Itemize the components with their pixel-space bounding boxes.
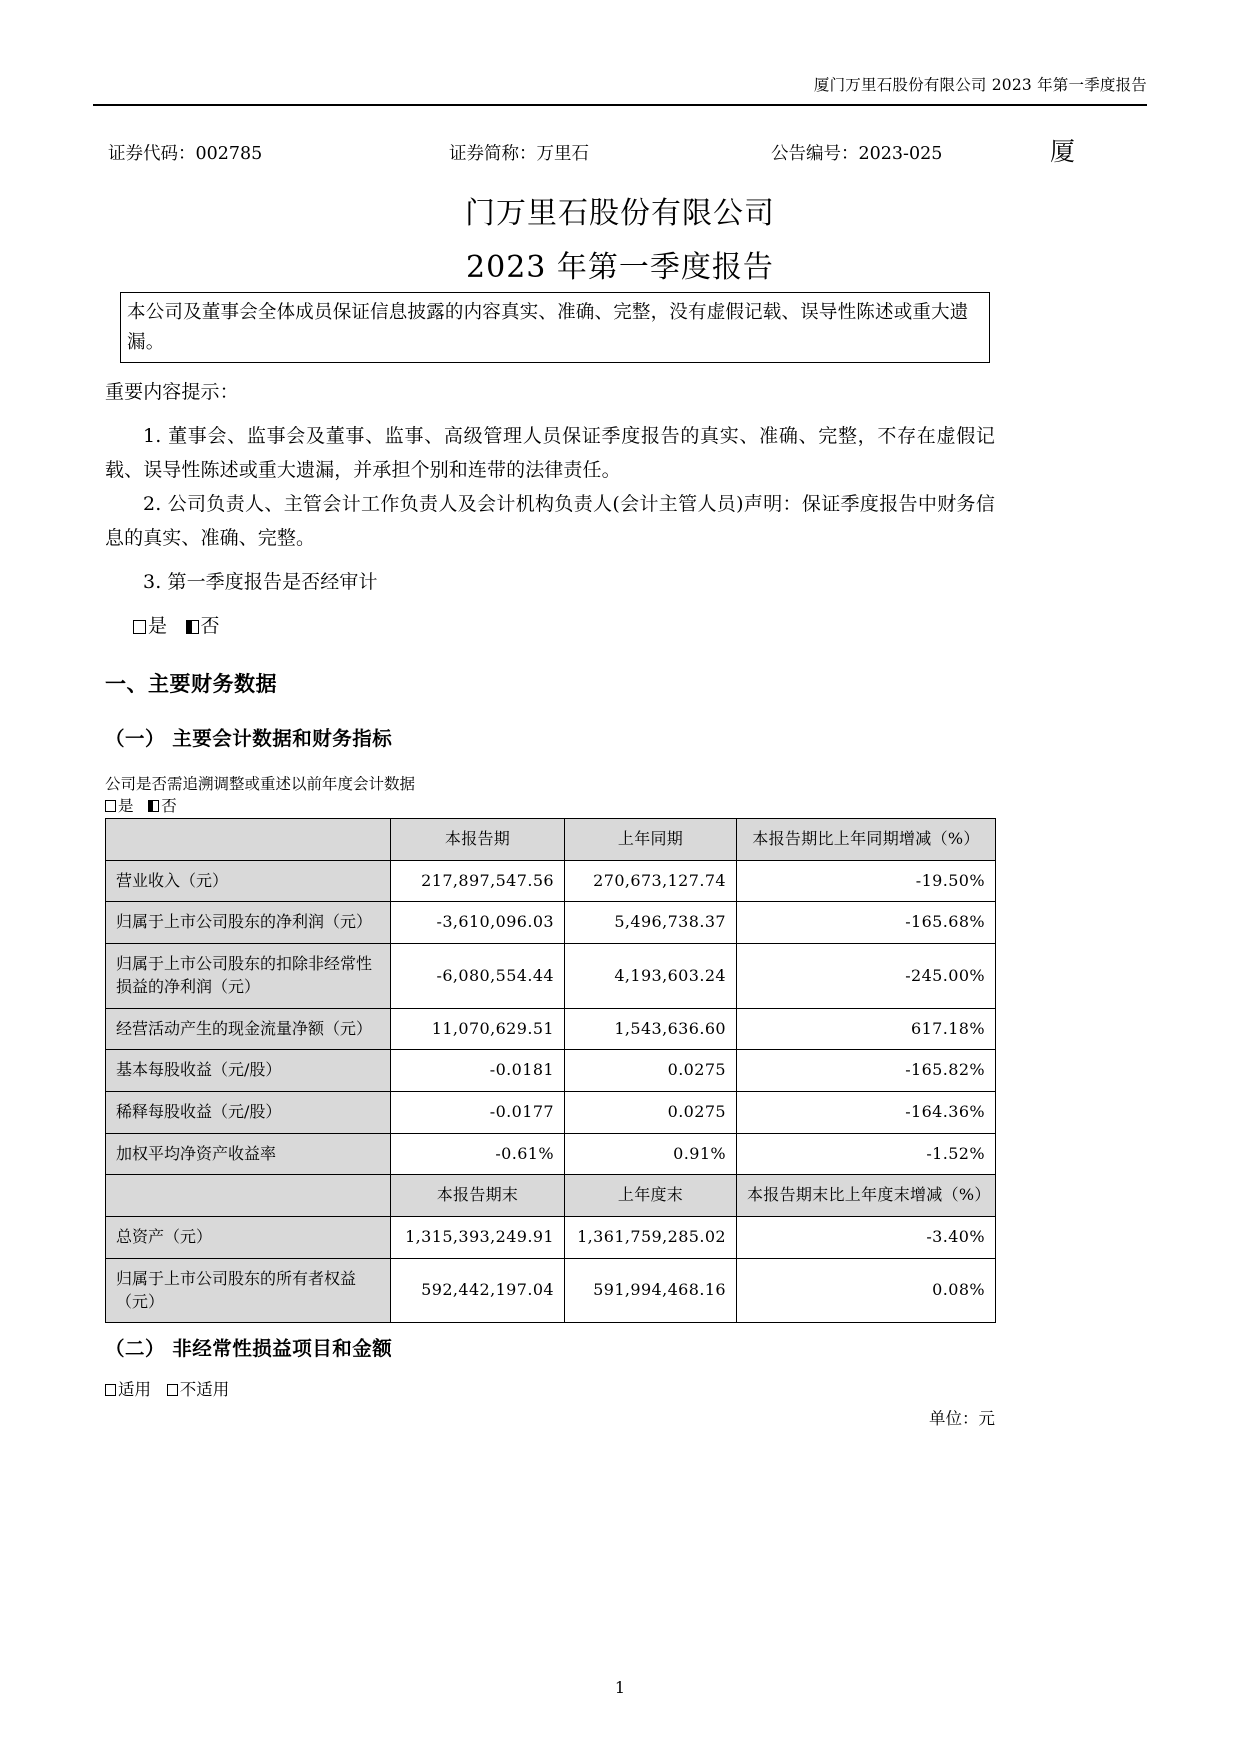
checkbox-checked-icon[interactable] [148, 800, 159, 812]
checkbox-unchecked-icon[interactable] [105, 800, 116, 812]
header-current-period: 本报告期 [391, 819, 565, 861]
table-row [106, 1133, 996, 1175]
table-row [106, 860, 996, 902]
table-row [106, 1217, 996, 1259]
unit-note: 单位：元 [929, 1409, 995, 1428]
security-info-line [108, 137, 1138, 168]
applicability-checkbox-group [105, 1378, 229, 1401]
row-change-value: -1.52% [737, 1133, 996, 1175]
row-label: 基本每股收益（元/股） [106, 1050, 391, 1092]
announcement-number: 公告编号：2023-025 [771, 144, 943, 164]
row-previous-value: 5,496,738.37 [565, 902, 737, 944]
row-current-value: -0.61% [391, 1133, 565, 1175]
row-previous-value: 0.0275 [565, 1092, 737, 1134]
row-change-value: -19.50% [737, 860, 996, 902]
row-previous-value: 0.91% [565, 1133, 737, 1175]
row-label: 归属于上市公司股东的净利润（元） [106, 902, 391, 944]
row-change-value: 0.08% [737, 1258, 996, 1322]
row-change-value: -165.82% [737, 1050, 996, 1092]
row-change-value: -165.68% [737, 902, 996, 944]
table-row [106, 1008, 996, 1050]
table-row [106, 1092, 996, 1134]
report-title: 2023 年第一季度报告 [466, 250, 774, 285]
notice-item-1: 1. 董事会、监事会及董事、监事、高级管理人员保证季度报告的真实、准确、完整，不存在虚假记载、误导性陈述或重大遗漏，并承担个别和连带的法律责任。 [105, 425, 995, 481]
notice-item-2: 2. 公司负责人、主管会计工作负责人及会计机构负责人(会计主管人员)声明：保证季度报告中财务信息的真实、准确、完整。 [105, 493, 995, 549]
row-current-value: -0.0177 [391, 1092, 565, 1134]
row-current-value: -3,610,096.03 [391, 902, 565, 944]
table-corner-cell [106, 819, 391, 861]
audit-checkbox-group [133, 610, 1023, 644]
row-current-value: 11,070,629.51 [391, 1008, 565, 1050]
checkbox-unchecked-icon[interactable] [105, 1384, 116, 1396]
row-previous-value: 0.0275 [565, 1050, 737, 1092]
retro-no-label: 否 [161, 797, 177, 815]
row-change-value: -164.36% [737, 1092, 996, 1134]
applicable-label: 适用 [118, 1380, 151, 1399]
table-row [106, 902, 996, 944]
retroactive-checkbox-group [105, 795, 415, 817]
row-previous-value: 591,994,468.16 [565, 1258, 737, 1322]
row-current-value: 592,442,197.04 [391, 1258, 565, 1322]
section-heading-1: 一、主要财务数据 [105, 671, 277, 696]
table-header-row-period [106, 819, 996, 861]
main-financial-table [105, 818, 996, 1323]
checkbox-unchecked-icon[interactable] [167, 1384, 178, 1396]
row-previous-value: 1,543,636.60 [565, 1008, 737, 1050]
running-header: 厦门万里石股份有限公司 2023 年第一季度报告 [813, 76, 1147, 94]
audit-yes-label: 是 [148, 615, 168, 637]
header-previous-endperiod: 上年度末 [565, 1175, 737, 1217]
row-current-value: -6,080,554.44 [391, 944, 565, 1008]
page-number: 1 [614, 1678, 626, 1697]
title-leading-char: 厦 [1050, 137, 1076, 166]
disclaimer-box: 本公司及董事会全体成员保证信息披露的内容真实、准确、完整，没有虚假记载、误导性陈述或重大遗漏。 [120, 292, 990, 363]
checkbox-checked-icon[interactable] [186, 620, 199, 634]
row-current-value: -0.0181 [391, 1050, 565, 1092]
header-divider [93, 104, 1147, 106]
security-code: 证券代码：002785 [108, 144, 263, 164]
header-change-period: 本报告期比上年同期增减（%） [737, 819, 996, 861]
security-name: 证券简称：万里石 [449, 144, 589, 164]
row-change-value: -3.40% [737, 1217, 996, 1259]
table-header-row-endperiod [106, 1175, 996, 1217]
row-change-value: 617.18% [737, 1008, 996, 1050]
row-label: 归属于上市公司股东的扣除非经常性损益的净利润（元） [106, 944, 391, 1008]
subsection-heading-1-2: （二） 非经常性损益项目和金额 [105, 1337, 393, 1360]
table-corner-cell [106, 1175, 391, 1217]
row-current-value: 217,897,547.56 [391, 860, 565, 902]
row-previous-value: 270,673,127.74 [565, 860, 737, 902]
row-label: 营业收入（元） [106, 860, 391, 902]
notice-item-3: 3. 第一季度报告是否经审计 [143, 571, 378, 593]
audit-no-label: 否 [200, 615, 220, 637]
row-previous-value: 1,361,759,285.02 [565, 1217, 737, 1259]
not-applicable-label: 不适用 [179, 1380, 230, 1399]
row-label: 总资产（元） [106, 1217, 391, 1259]
row-label: 加权平均净资产收益率 [106, 1133, 391, 1175]
retroactive-note [105, 773, 415, 817]
row-change-value: -245.00% [737, 944, 996, 1008]
header-current-endperiod: 本报告期末 [391, 1175, 565, 1217]
row-label: 经营活动产生的现金流量净额（元） [106, 1008, 391, 1050]
retro-yes-label: 是 [118, 797, 134, 815]
table-row [106, 944, 996, 1008]
row-label: 稀释每股收益（元/股） [106, 1092, 391, 1134]
subsection-heading-1-1: （一） 主要会计数据和财务指标 [105, 727, 393, 750]
header-previous-period: 上年同期 [565, 819, 737, 861]
row-label: 归属于上市公司股东的所有者权益（元） [106, 1258, 391, 1322]
table-row [106, 1050, 996, 1092]
important-notice-heading: 重要内容提示： [105, 381, 239, 403]
header-change-endperiod: 本报告期末比上年度末增减（%） [737, 1175, 996, 1217]
table-row [106, 1258, 996, 1322]
row-current-value: 1,315,393,249.91 [391, 1217, 565, 1259]
company-title: 门万里石股份有限公司 [465, 196, 775, 231]
row-previous-value: 4,193,603.24 [565, 944, 737, 1008]
checkbox-unchecked-icon[interactable] [133, 620, 146, 634]
retroactive-question: 公司是否需追溯调整或重述以前年度会计数据 [105, 775, 416, 793]
